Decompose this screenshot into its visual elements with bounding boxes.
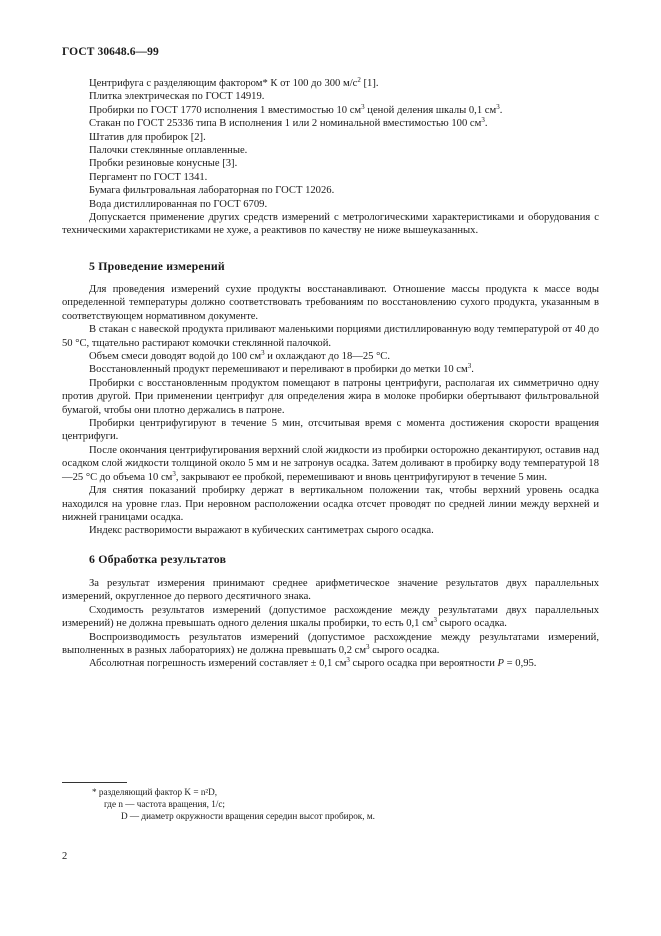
paragraph: [62, 283, 599, 323]
text-run: Воспроизводимость результатов измерений (допустимое расхождение между результатами измерений, выполненных в разных лабораториях) не должна превышать 0,2 см: [62, 631, 599, 657]
page-number: 2: [62, 851, 68, 862]
text-run: ценой деления шкалы 0,1 см: [364, 104, 497, 116]
paragraph: [62, 323, 599, 350]
equipment-item: [62, 90, 599, 103]
text-run: После окончания центрифугирования верхний слой жидкости из пробирки осторожно декантируют, оставив над осадком слой жидкости толщиной около 5 мм и не затронув осадка. Затем доливают в пробирку воду температурой 18—25 °С до объема 10 см: [62, 444, 599, 483]
text-run: [1].: [360, 78, 379, 89]
text-run: 3: [172, 469, 176, 478]
equipment-item: [62, 104, 599, 117]
text-run: Восстановленный продукт перемешивают и переливают в пробирки до метки 10 см: [89, 364, 468, 376]
text-run: Плитка электрическая по ГОСТ 14919.: [89, 91, 265, 103]
text-run: В стакан с навеской продукта приливают маленькими порциями дистиллированную воду температурой от 40 до 50 °С, тщательно растирают комочки стеклянной палочкой.: [62, 324, 599, 349]
document-header: ГОСТ 30648.6—99: [62, 46, 159, 58]
text-run: Штатив для пробирок [2].: [89, 131, 206, 143]
text-run: P: [497, 658, 504, 670]
equipment-item: [62, 144, 599, 157]
paragraph: [62, 657, 599, 670]
text-run: Сходимость результатов измерений (допустимое расхождение между результатами двух параллельных измерений) не должна превышать одного деления шкалы пробирки, то есть 0,1 см: [62, 604, 599, 630]
text-run: Пробирки центрифугируют в течение 5 мин, отсчитывая время с момента достижения скорости вращения центрифуги.: [62, 418, 599, 443]
text-run: 3: [433, 616, 438, 625]
paragraph: [62, 417, 599, 444]
text-run: Объем смеси доводят водой до 100 см: [89, 351, 262, 363]
equipment-item: [62, 198, 599, 211]
text-run: Пробирки по ГОСТ 1770 исполнения 1 вместимостью 10 см: [89, 104, 362, 116]
paragraph: [62, 604, 599, 631]
text-run: сырого осадка.: [437, 618, 507, 630]
section-6-body: [62, 577, 599, 671]
text-run: .: [499, 104, 503, 116]
text-run: Для проведения измерений сухие продукты восстанавливают. Отношение массы продукта к массе воды определенной температуры должно соответствовать требованиям по восстановлению сухого продукта, указанным в соответствующем нормативном документе.: [62, 284, 599, 322]
text-run: Пробирки с восстановленным продуктом помещают в патроны центрифуги, располагая их симметрично одну против другой. При применении центрифуг для определения жира в молоке пробирки обертывают фильтровальной бумагой, чтобы они плотно держались в патроне.: [62, 377, 599, 416]
equipment-list: [62, 77, 599, 238]
text-run: 3: [261, 349, 265, 358]
paragraph: [62, 577, 599, 604]
equipment-item: [62, 77, 599, 90]
paragraph: [62, 484, 599, 524]
footnote-line-1: * разделяющий фактор K = n²D,: [92, 787, 218, 797]
text-run: , закрывают ее пробкой, перемешивают и вновь центрифугируют в течение 5 мин.: [175, 471, 548, 483]
equipment-item: [62, 184, 599, 197]
paragraph: [62, 363, 599, 376]
equipment-note: Допускается применение других средств измерений с метрологическими характеристиками и оборудования с техническими характеристиками не хуже, а реактивов по качеству не ниже вышеуказанных.: [62, 212, 599, 237]
text-run: Индекс растворимости выражают в кубических сантиметрах сырого осадка.: [89, 525, 434, 537]
text-run: Бумага фильтровальная лабораторная по ГОСТ 12026.: [89, 185, 335, 197]
footnote-line-2: где n — частота вращения, 1/с;: [104, 799, 225, 809]
equipment-item: [62, 157, 599, 170]
equipment-item: [62, 117, 599, 130]
section-5-body: [62, 283, 599, 538]
text-run: Пробки резиновые конусные [3].: [89, 158, 238, 170]
footnote-rule: [62, 782, 127, 783]
text-run: 3: [361, 102, 365, 111]
footnote-line-3: D — диаметр окружности вращения середин высот пробирок, м.: [121, 811, 375, 821]
text-run: 3: [496, 102, 500, 111]
text-run: За результат измерения принимают среднее арифметическое значение результатов двух параллельных измерений, округленное до первого десятичного знака.: [62, 578, 599, 603]
text-run: 3: [346, 656, 350, 665]
text-run: Абсолютная погрешность измерений составляет ± 0,1 см: [89, 658, 347, 670]
text-run: Для снятия показаний пробирку держат в вертикальном положении так, чтобы верхний уровень осадка находился на уровне глаз. При неровном расположении осадка отсчет проводят по средней линии между верхней и нижней границами осадка.: [62, 485, 599, 523]
text-run: Стакан по ГОСТ 25336 типа В исполнения 1 или 2 номинальной вместимостью 100 см: [89, 118, 482, 130]
text-run: 3: [366, 643, 370, 652]
equipment-item: [62, 171, 599, 184]
text-run: 2: [357, 76, 361, 84]
text-run: Вода дистиллированная по ГОСТ 6709.: [89, 198, 268, 210]
paragraph: [62, 444, 599, 484]
text-run: сырого осадка при вероятности: [349, 658, 498, 670]
text-run: сырого осадка.: [369, 645, 440, 657]
text-run: Центрифуга с разделяющим фактором* К от 100 до 300 м/с: [89, 78, 358, 89]
paragraph: [62, 350, 599, 363]
paragraph: [62, 631, 599, 658]
text-run: 3: [467, 362, 472, 371]
text-run: и охлаждают до 18—25 °С.: [264, 351, 391, 363]
equipment-item: [62, 131, 599, 144]
text-run: 3: [481, 116, 485, 125]
text-run: = 0,95.: [504, 658, 537, 670]
section-6-title: 6 Обработка результатов: [89, 552, 227, 566]
text-run: Палочки стеклянные оплавленные.: [89, 145, 248, 157]
paragraph: [62, 377, 599, 417]
text-run: .: [484, 118, 488, 130]
section-5-title: 5 Проведение измерений: [89, 259, 225, 273]
text-run: Пергамент по ГОСТ 1341.: [89, 171, 208, 183]
text-run: .: [471, 364, 474, 376]
paragraph: [62, 524, 599, 537]
